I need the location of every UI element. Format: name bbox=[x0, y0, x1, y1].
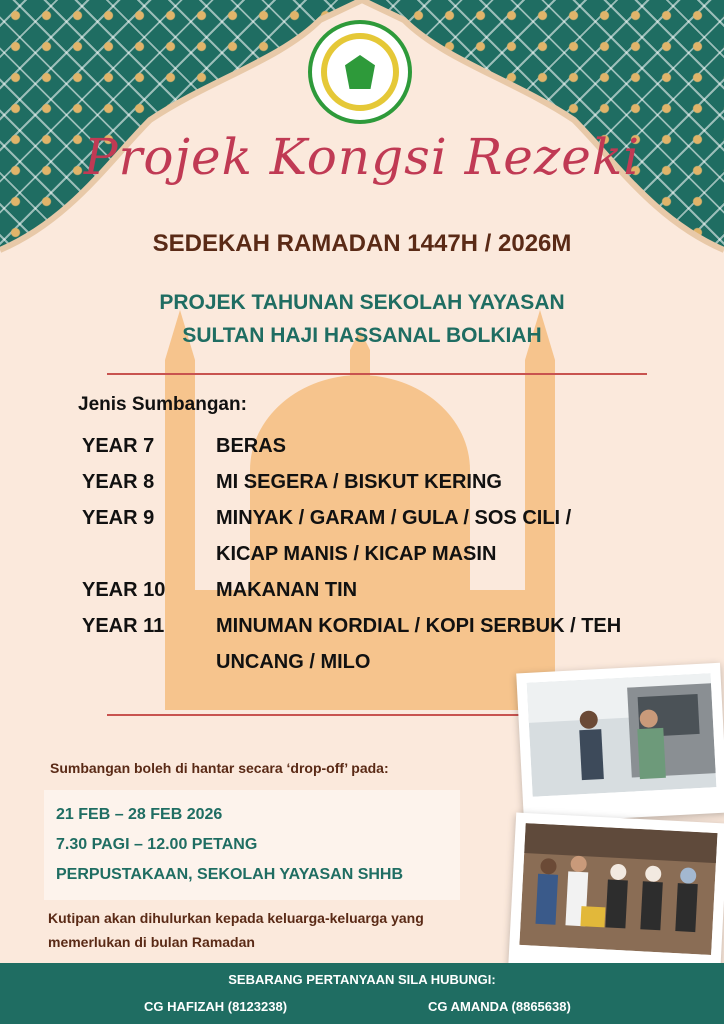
photo-image bbox=[519, 823, 717, 955]
divider-top bbox=[107, 373, 647, 375]
dropoff-dates: 21 FEB – 28 FEB 2026 bbox=[56, 806, 223, 823]
crest-icon bbox=[345, 55, 375, 89]
photo-van-donation bbox=[516, 663, 724, 823]
distribution-note bbox=[48, 906, 518, 954]
year-label: YEAR 10 bbox=[82, 579, 166, 601]
year-label: YEAR 9 bbox=[82, 507, 155, 529]
distribution-note-line-1: Kutipan akan dihulurkan kepada keluarga-keluarga yang bbox=[48, 910, 424, 926]
donation-items bbox=[216, 500, 706, 572]
project-description bbox=[0, 286, 724, 352]
distribution-note-line-2: memerlukan di bulan Ramadan bbox=[48, 934, 255, 950]
year-label: YEAR 11 bbox=[82, 615, 165, 637]
dropoff-intro: Sumbangan boleh di hantar secara ‘drop-off’ pada: bbox=[50, 760, 389, 776]
donation-items-line-1: MINUMAN KORDIAL / KOPI SERBUK / TEH bbox=[216, 615, 622, 637]
subtitle: SEDEKAH RAMADAN 1447H / 2026M bbox=[152, 230, 572, 257]
contact-heading: SEBARANG PERTANYAAN SILA HUBUNGI: bbox=[228, 972, 496, 987]
dropoff-place: PERPUSTAKAAN, SEKOLAH YAYASAN SHHB bbox=[56, 866, 404, 883]
contact-person-1: CG HAFIZAH (8123238) bbox=[144, 999, 288, 1014]
donation-heading: Jenis Sumbangan: bbox=[78, 394, 247, 415]
page-title: Projek Kongsi Rezeki bbox=[83, 128, 641, 186]
donation-items-line-2: UNCANG / MILO bbox=[216, 651, 371, 673]
project-line-1: PROJEK TAHUNAN SEKOLAH YAYASAN bbox=[159, 291, 565, 314]
dropoff-time: 7.30 PAGI – 12.00 PETANG bbox=[56, 836, 258, 853]
donation-row bbox=[82, 500, 706, 572]
donation-items: BERAS bbox=[216, 435, 287, 457]
donation-row bbox=[82, 428, 706, 464]
donation-items: MAKANAN TIN bbox=[216, 579, 358, 601]
donation-items: MI SEGERA / BISKUT KERING bbox=[216, 471, 502, 493]
donation-row bbox=[82, 572, 706, 608]
year-label: YEAR 7 bbox=[82, 435, 155, 457]
year-label: YEAR 8 bbox=[82, 471, 155, 493]
donation-items-line-1: MINYAK / GARAM / GULA / SOS CILI / bbox=[216, 507, 572, 529]
logo-ring bbox=[321, 33, 399, 111]
school-logo bbox=[308, 20, 412, 124]
photo-image bbox=[527, 673, 717, 796]
contact-person-2: CG AMANDA (8865638) bbox=[428, 999, 571, 1014]
donation-items-line-2: KICAP MANIS / KICAP MASIN bbox=[216, 543, 497, 565]
project-line-2: SULTAN HAJI HASSANAL BOLKIAH bbox=[182, 324, 542, 347]
donation-row bbox=[82, 464, 706, 500]
photo-students-group bbox=[508, 813, 724, 982]
